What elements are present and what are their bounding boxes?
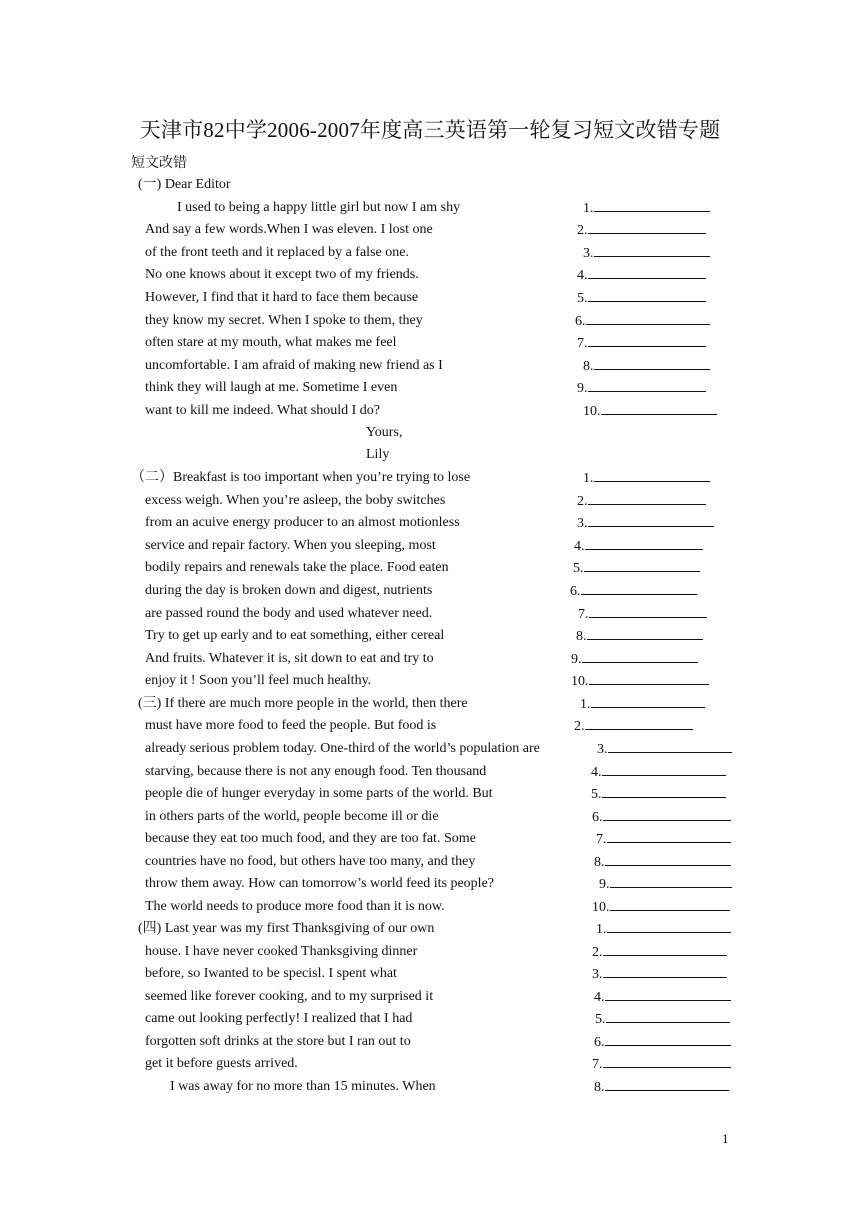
- exercise-line: excess weigh. When you’re asleep, the boby switches: [145, 493, 446, 508]
- exercise-line: already serious problem today. One-third of the world’s population are: [145, 741, 540, 756]
- answer-number: 7.: [596, 832, 607, 847]
- answer-number: 5.: [595, 1012, 606, 1027]
- answer-number: 6.: [592, 810, 603, 825]
- blank-underline: [588, 514, 714, 527]
- answer-blank[interactable]: [594, 853, 731, 872]
- answer-number: 1.: [583, 471, 594, 486]
- exercise-line: before, so Iwanted to be specisl. I spent what: [145, 966, 397, 981]
- answer-blank[interactable]: [592, 965, 727, 984]
- exercise-line: uncomfortable. I am afraid of making new friend as I: [145, 358, 443, 373]
- exercise-line: throw them away. How can tomorrow’s world feed its people?: [145, 876, 494, 891]
- blank-underline: [581, 582, 697, 595]
- exercise-line: came out looking perfectly! I realized that I had: [145, 1011, 413, 1026]
- blank-underline: [588, 266, 706, 279]
- blank-underline: [584, 559, 700, 572]
- answer-number: 6.: [594, 1035, 605, 1050]
- exercise-line: think they will laugh at me. Sometime I even: [145, 380, 398, 395]
- blank-underline: [594, 357, 710, 370]
- exercise-line: I used to being a happy little girl but now I am shy: [177, 200, 461, 215]
- exercise-line: starving, because there is not any enough food. Ten thousand: [145, 764, 487, 779]
- answer-number: 3.: [577, 516, 588, 531]
- answer-number: 7.: [592, 1057, 603, 1072]
- answer-number: 3.: [597, 742, 608, 757]
- blank-underline: [603, 943, 727, 956]
- blank-underline: [585, 537, 703, 550]
- answer-blank[interactable]: [591, 763, 726, 782]
- exercise-line: in others parts of the world, people become ill or die: [145, 809, 439, 824]
- exercise-line: from an acuive energy producer to an almost motionless: [145, 515, 460, 530]
- answer-blank[interactable]: [577, 492, 706, 511]
- blank-underline: [603, 1055, 731, 1068]
- answer-number: 4.: [577, 268, 588, 283]
- answer-number: 8.: [594, 1080, 605, 1095]
- answer-blank[interactable]: [594, 1033, 731, 1052]
- answer-number: 4.: [574, 539, 585, 554]
- answer-number: 1.: [583, 201, 594, 216]
- answer-blank[interactable]: [597, 740, 732, 759]
- answer-number: 9.: [571, 652, 582, 667]
- blank-underline: [589, 672, 709, 685]
- answer-number: 9.: [599, 877, 610, 892]
- closing-signature: Lily: [366, 447, 390, 462]
- answer-blank[interactable]: [595, 1010, 730, 1029]
- answer-number: 10.: [583, 404, 601, 419]
- blank-underline: [588, 289, 706, 302]
- blank-underline: [587, 627, 703, 640]
- exercise-line: house. I have never cooked Thanksgiving dinner: [145, 944, 418, 959]
- page-number: 1: [722, 1131, 729, 1146]
- answer-number: 5.: [577, 291, 588, 306]
- blank-underline: [610, 875, 732, 888]
- answer-blank[interactable]: [577, 514, 714, 533]
- blank-underline: [602, 763, 726, 776]
- answer-number: 10.: [571, 674, 589, 689]
- blank-underline: [606, 1010, 730, 1023]
- blank-underline: [588, 221, 706, 234]
- exercise-line: they know my secret. When I spoke to them, they: [145, 313, 423, 328]
- answer-number: 2.: [577, 494, 588, 509]
- answer-blank[interactable]: [583, 357, 710, 376]
- blank-underline: [605, 988, 731, 1001]
- answer-blank[interactable]: [571, 650, 698, 669]
- answer-blank[interactable]: [594, 1078, 729, 1097]
- answer-number: 2.: [592, 945, 603, 960]
- answer-blank[interactable]: [577, 334, 706, 353]
- answer-blank[interactable]: [575, 312, 710, 331]
- answer-number: 4.: [591, 765, 602, 780]
- answer-number: 5.: [573, 561, 584, 576]
- blank-underline: [601, 402, 717, 415]
- answer-number: 4.: [594, 990, 605, 1005]
- exercise-line: because they eat too much food, and they are too fat. Some: [145, 831, 476, 846]
- blank-underline: [603, 965, 727, 978]
- blank-underline: [588, 334, 706, 347]
- answer-number: 6.: [575, 314, 586, 329]
- answer-number: 1.: [596, 922, 607, 937]
- exercise-line: However, I find that it hard to face them because: [145, 290, 419, 305]
- answer-blank[interactable]: [577, 289, 706, 308]
- exercise-line: want to kill me indeed. What should I do?: [145, 403, 380, 418]
- exercise-line: service and repair factory. When you sleeping, most: [145, 538, 436, 553]
- answer-number: 10.: [592, 900, 610, 915]
- blank-underline: [588, 379, 706, 392]
- exercise-line: seemed like forever cooking, and to my surprised it: [145, 989, 434, 1004]
- answer-number: 7.: [578, 607, 589, 622]
- exercise-line: often stare at my mouth, what makes me feel: [145, 335, 397, 350]
- answer-blank[interactable]: [592, 808, 731, 827]
- answer-number: 9.: [577, 381, 588, 396]
- blank-underline: [607, 830, 731, 843]
- exercise-line: (一) Dear Editor: [138, 177, 231, 192]
- answer-blank[interactable]: [583, 402, 717, 421]
- blank-underline: [603, 808, 731, 821]
- answer-blank[interactable]: [591, 785, 726, 804]
- exercise-line: And fruits. Whatever it is, sit down to eat and try to: [145, 651, 434, 666]
- answer-blank[interactable]: [583, 244, 710, 263]
- answer-blank[interactable]: [574, 537, 703, 556]
- answer-blank[interactable]: [571, 672, 709, 691]
- answer-blank[interactable]: [578, 605, 707, 624]
- exercise-line: people die of hunger everyday in some parts of the world. But: [145, 786, 493, 801]
- answer-number: 8.: [576, 629, 587, 644]
- exercise-line: countries have no food, but others have too many, and they: [145, 854, 476, 869]
- exercise-line: (四) Last year was my first Thanksgiving of our own: [138, 921, 435, 936]
- answer-blank[interactable]: [573, 559, 700, 578]
- blank-underline: [605, 1078, 729, 1091]
- exercise-line: （二）Breakfast is too important when you’re trying to lose: [131, 470, 471, 485]
- blank-underline: [602, 785, 726, 798]
- answer-number: 7.: [577, 336, 588, 351]
- answer-blank[interactable]: [574, 717, 693, 736]
- answer-number: 3.: [583, 246, 594, 261]
- answer-blank[interactable]: [592, 898, 730, 917]
- blank-underline: [608, 740, 732, 753]
- exercise-line: Try to get up early and to eat something, either cereal: [145, 628, 445, 643]
- blank-underline: [594, 469, 710, 482]
- answer-blank[interactable]: [594, 988, 731, 1007]
- answer-number: 5.: [591, 787, 602, 802]
- blank-underline: [589, 605, 707, 618]
- answer-blank[interactable]: [583, 469, 710, 488]
- answer-number: 8.: [594, 855, 605, 870]
- answer-blank[interactable]: [592, 943, 727, 962]
- answer-number: 2.: [574, 719, 585, 734]
- answer-number: 2.: [577, 223, 588, 238]
- answer-blank[interactable]: [592, 1055, 731, 1074]
- answer-blank[interactable]: [580, 695, 705, 714]
- answer-blank[interactable]: [583, 199, 710, 218]
- exercise-line: (三) If there are much more people in the world, then there: [138, 696, 468, 711]
- blank-underline: [588, 492, 706, 505]
- blank-underline: [605, 1033, 731, 1046]
- blank-underline: [591, 695, 705, 708]
- answer-blank[interactable]: [577, 221, 706, 240]
- answer-blank[interactable]: [576, 627, 703, 646]
- answer-blank[interactable]: [596, 920, 731, 939]
- blank-underline: [610, 898, 730, 911]
- answer-blank[interactable]: [596, 830, 731, 849]
- answer-blank[interactable]: [599, 875, 732, 894]
- exercise-line: enjoy it ! Soon you’ll feel much healthy.: [145, 673, 372, 688]
- answer-number: 3.: [592, 967, 603, 982]
- blank-underline: [594, 199, 710, 212]
- answer-blank[interactable]: [570, 582, 697, 601]
- closing-yours: Yours,: [366, 425, 403, 440]
- exercise-line: I was away for no more than 15 minutes. When: [170, 1079, 436, 1094]
- exercise-line: during the day is broken down and digest, nutrients: [145, 583, 433, 598]
- blank-underline: [586, 312, 710, 325]
- exercise-line: forgotten soft drinks at the store but I ran out to: [145, 1034, 411, 1049]
- exercise-line: bodily repairs and renewals take the place. Food eaten: [145, 560, 449, 575]
- exercise-line: are passed round the body and used whatever need.: [145, 606, 433, 621]
- exercise-line: must have more food to feed the people. But food is: [145, 718, 437, 733]
- exercise-line: No one knows about it except two of my friends.: [145, 267, 419, 282]
- answer-blank[interactable]: [577, 379, 706, 398]
- exercise-line: get it before guests arrived.: [145, 1056, 298, 1071]
- exercise-line: The world needs to produce more food than it is now.: [145, 899, 445, 914]
- answer-number: 6.: [570, 584, 581, 599]
- blank-underline: [585, 717, 693, 730]
- document-title: 天津市82中学2006-2007年度高三英语第一轮复习短文改错专题: [139, 118, 721, 142]
- exercise-line: of the front teeth and it replaced by a false one.: [145, 245, 409, 260]
- blank-underline: [605, 853, 731, 866]
- blank-underline: [582, 650, 698, 663]
- answer-blank[interactable]: [577, 266, 706, 285]
- answer-number: 8.: [583, 359, 594, 374]
- answer-number: 1.: [580, 697, 591, 712]
- blank-underline: [607, 920, 731, 933]
- section-heading: 短文改错: [131, 156, 187, 171]
- exercise-line: And say a few words.When I was eleven. I lost one: [145, 222, 433, 237]
- blank-underline: [594, 244, 710, 257]
